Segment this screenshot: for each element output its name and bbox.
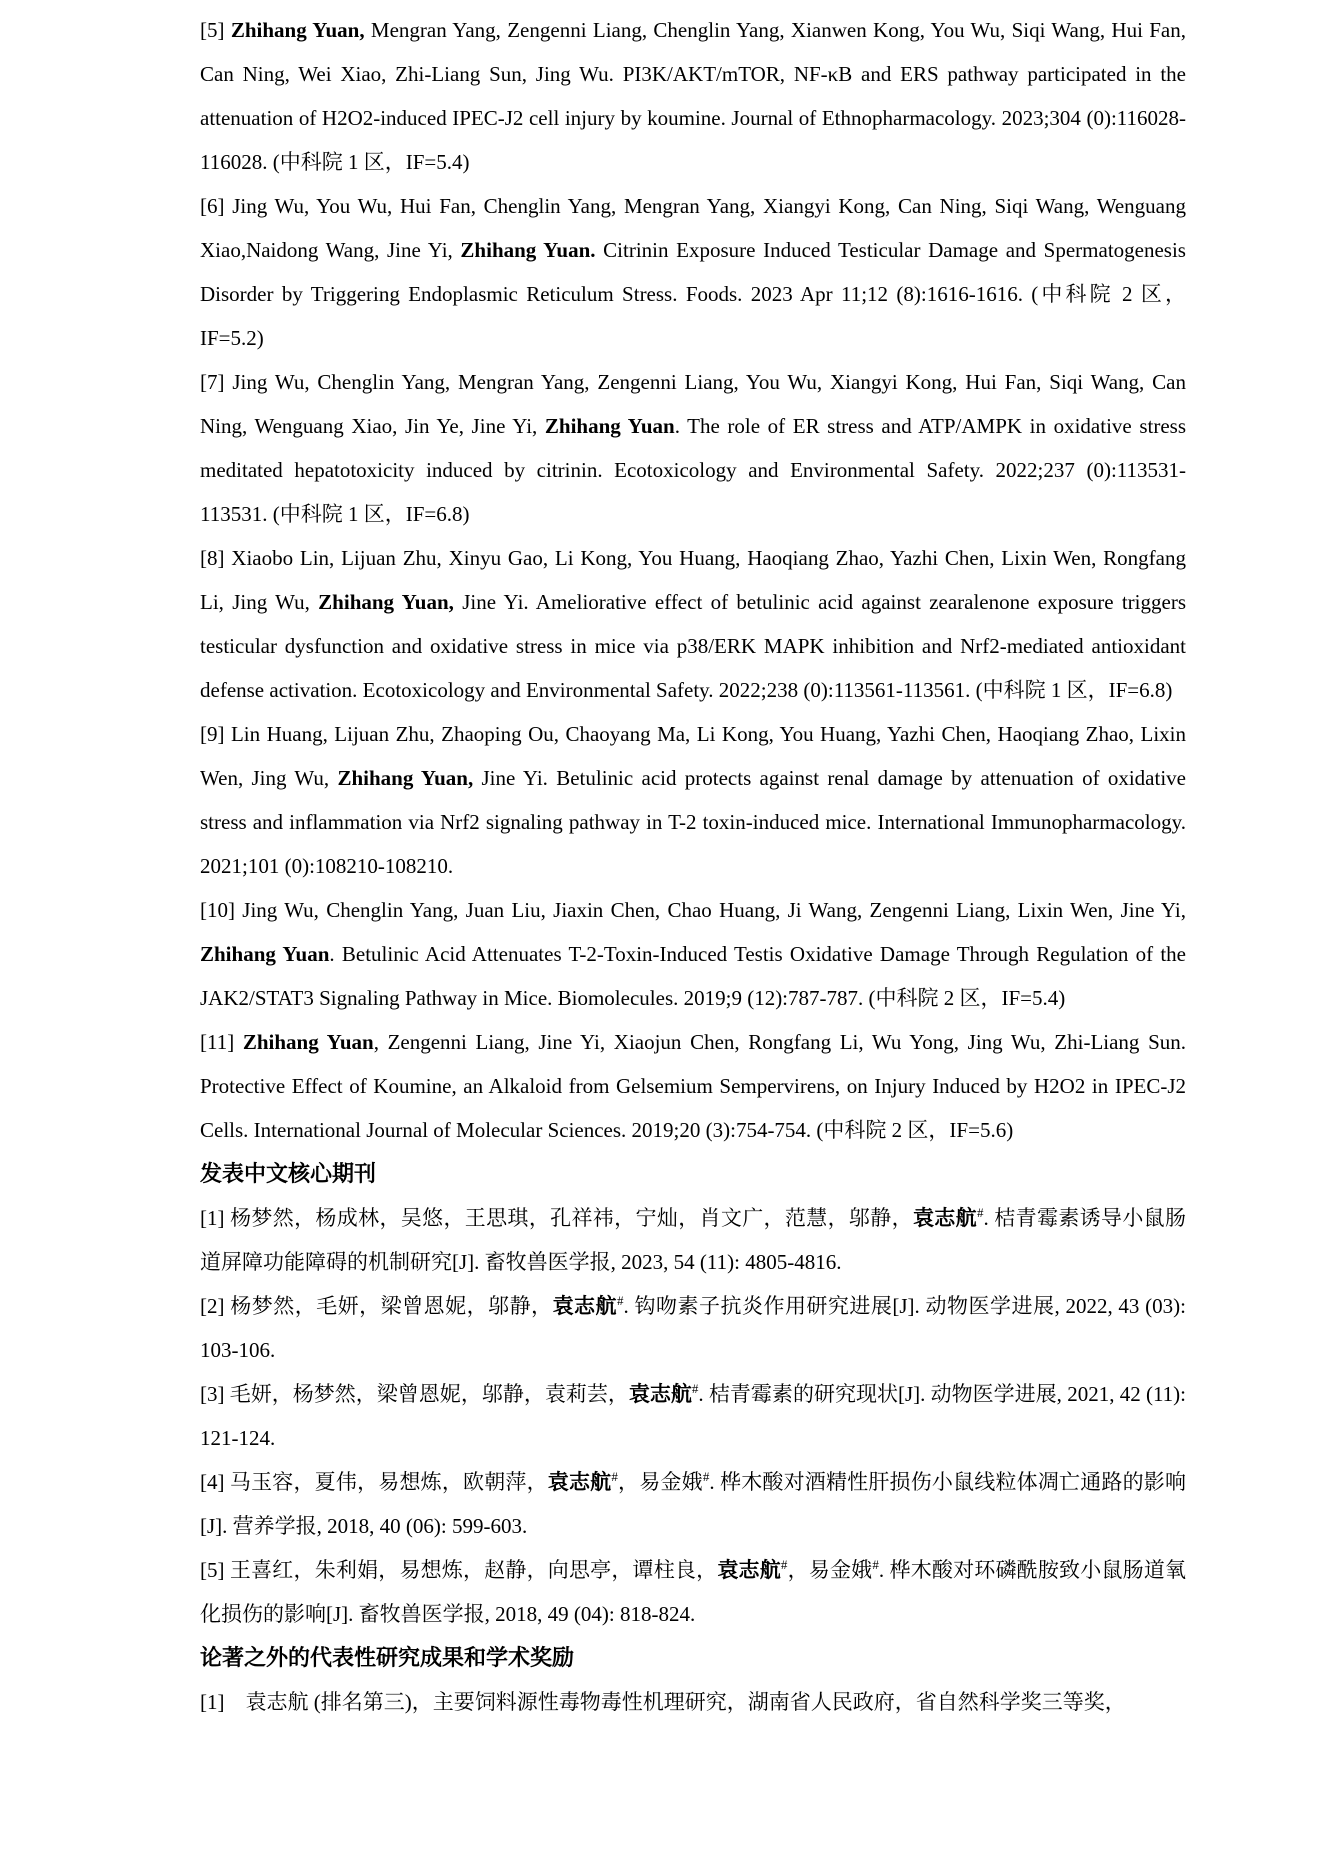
text-run: Mengran Yang, Zengenni Liang, Chenglin Yang, Xianwen Kong, You Wu, Siqi Wang, Hui Fan, Can Ning, Wei Xiao, Zhi-Liang Sun, Jing Wu. PI3K/AKT/mTOR, NF-κB and ERS pathway participated in the attenuation of H2O2-induced IPEC-J2 cell injury by koumine. Journal of Ethnopharmacology. 2023;304 (0):116028-116028. (中科院 1 区，IF=5.4) (200, 18, 1186, 174)
text-run: [2] 杨梦然，毛妍，梁曾恩妮，邬静， (200, 1294, 553, 1318)
text-run: . 桦木酸对酒精性肝损伤小鼠线粒体凋亡通路的影响[J]. 营养学报, 2018, 40 (06): 599-603. (200, 1470, 1186, 1538)
superscript-mark: # (617, 1293, 624, 1308)
author-highlight: Zhihang Yuan, (337, 766, 474, 790)
text-run: Citrinin Exposure Induced Testicular Damage and Spermatogenesis Disorder by Triggering Endoplasmic Reticulum Stress. Foods. 2023 Apr 11;12 (8):1616-1616. (中科院 2 区，IF=5.2) (200, 238, 1186, 350)
text-run: ，易金娥 (617, 1470, 703, 1494)
superscript-mark: # (872, 1557, 879, 1572)
text-run: [5] 王喜红，朱利娟，易想炼，赵静，向思亭，谭柱良， (200, 1558, 718, 1582)
author-highlight: 袁志航 (717, 1558, 781, 1582)
reference-item (200, 1284, 1186, 1372)
author-highlight: 袁志航 (552, 1294, 618, 1318)
reference-item (200, 1680, 1186, 1724)
reference-item (200, 1020, 1186, 1152)
text-run: [11] (200, 1030, 243, 1054)
text-run: , Zengenni Liang, Jine Yi, Xiaojun Chen, Rongfang Li, Wu Yong, Jing Wu, Zhi-Liang Sun. Protective Effect of Koumine, an Alkaloid from Gelsemium Sempervirens, on Injury Induced by H2O2 in IPEC-J2 Cells. International Journal of Molecular Sciences. 2019;20 (3):754-754. (中科院 2 区，IF=5.6) (200, 1030, 1186, 1142)
text-run: [8] Xiaobo Lin, Lijuan Zhu, Xinyu Gao, Li Kong, You Huang, Haoqiang Zhao, Yazhi Chen, Lixin Wen, Rongfang Li, Jing Wu, (200, 546, 1186, 614)
reference-item (200, 536, 1186, 712)
superscript-mark: # (702, 1469, 710, 1484)
text-run: . 桦木酸对环磷酰胺致小鼠肠道氧化损伤的影响[J]. 畜牧兽医学报, 2018, 49 (04): 818-824. (200, 1558, 1187, 1626)
author-highlight: 袁志航 (912, 1206, 977, 1230)
text-run: Jine Yi. Ameliorative effect of betulinic acid against zearalenone exposure triggers testicular dysfunction and oxidative stress in mice via p38/ERK MAPK inhibition and Nrf2-mediated antioxidant defense activation. Ecotoxicology and Environmental Safety. 2022;238 (0):113561-113561. (中科院 1 区，IF=6.8) (200, 590, 1186, 702)
achievements-awards-heading: 论著之外的代表性研究成果和学术奖励 (200, 1645, 575, 1670)
author-highlight: Zhihang Yuan. (460, 238, 596, 262)
text-run: [9] Lin Huang, Lijuan Zhu, Zhaoping Ou, Chaoyang Ma, Li Kong, You Huang, Yazhi Chen, Haoqiang Zhao, Lixin Wen, Jing Wu, (200, 722, 1186, 790)
text-run: [4] 马玉容，夏伟，易想炼，欧朝萍， (200, 1470, 548, 1494)
text-run: . 钩吻素子抗炎作用研究进展[J]. 动物医学进展, 2022, 43 (03): 103-106. (200, 1294, 1186, 1362)
reference-item (200, 1372, 1186, 1460)
text-run: . The role of ER stress and ATP/AMPK in oxidative stress meditated hepatotoxicity induced by citrinin. Ecotoxicology and Environmental Safety. 2022;237 (0):113531-113531. (中科院 1 区，IF=6.8) (200, 414, 1186, 526)
reference-item (200, 360, 1186, 536)
text-run: Jine Yi. Betulinic acid protects against renal damage by attenuation of oxidative stress and inflammation via Nrf2 signaling pathway in T-2 toxin-induced mice. International Immunopharmacology. 2021;101 (0):108210-108210. (200, 766, 1186, 878)
text-run: . 桔青霉素诱导小鼠肠道屏障功能障碍的机制研究[J]. 畜牧兽医学报, 2023, 54 (11): 4805-4816. (200, 1206, 1187, 1274)
author-highlight: Zhihang Yuan (200, 942, 330, 966)
text-run: . 桔青霉素的研究现状[J]. 动物医学进展, 2021, 42 (11): 121-124. (200, 1382, 1186, 1450)
document-body (200, 8, 1186, 1724)
superscript-mark: # (976, 1205, 984, 1220)
text-run: [1] 袁志航 (排名第三)，主要饲料源性毒物毒性机理研究，湖南省人民政府，省自然科学奖三等奖， (200, 1690, 1126, 1714)
reference-item (200, 1548, 1186, 1636)
reference-item (200, 1460, 1186, 1548)
author-highlight: Zhihang Yuan (242, 1030, 374, 1054)
superscript-mark: # (780, 1557, 788, 1572)
reference-item (200, 1196, 1186, 1284)
reference-item (200, 184, 1186, 360)
superscript-mark: # (611, 1469, 618, 1484)
text-run: [6] Jing Wu, You Wu, Hui Fan, Chenglin Yang, Mengran Yang, Xiangyi Kong, Can Ning, Siqi Wang, Wenguang Xiao,Naidong Wang, Jine Yi, (200, 194, 1186, 262)
text-run: [7] Jing Wu, Chenglin Yang, Mengran Yang, Zengenni Liang, You Wu, Xiangyi Kong, Hui Fan, Siqi Wang, Can Ning, Wenguang Xiao, Jin Ye, Jine Yi, (200, 370, 1186, 438)
author-highlight: 袁志航 (628, 1382, 692, 1406)
text-run: [3] 毛妍，杨梦然，梁曾恩妮，邬静，袁莉芸， (200, 1382, 629, 1406)
superscript-mark: # (691, 1381, 699, 1396)
text-run: [5] (200, 18, 231, 42)
text-run: . Betulinic Acid Attenuates T-2-Toxin-Induced Testis Oxidative Damage Through Regulation of the JAK2/STAT3 Signaling Pathway in Mice. Biomolecules. 2019;9 (12):787-787. (中科院 2 区，IF=5.4) (200, 942, 1186, 1010)
text-run: [1] 杨梦然，杨成林，吴悠，王思琪，孔祥祎，宁灿，肖文广，范慧，邬静， (200, 1206, 913, 1230)
author-highlight: Zhihang Yuan, (230, 18, 365, 42)
reference-item (200, 8, 1186, 184)
text-run: ，易金娥 (787, 1558, 873, 1582)
author-highlight: Zhihang Yuan (544, 414, 675, 438)
author-highlight: Zhihang Yuan, (318, 590, 454, 614)
reference-item (200, 712, 1186, 888)
chinese-core-journals-heading: 发表中文核心期刊 (200, 1161, 377, 1186)
text-run: [10] Jing Wu, Chenglin Yang, Juan Liu, Jiaxin Chen, Chao Huang, Ji Wang, Zengenni Liang, Lixin Wen, Jine Yi, (200, 898, 1186, 922)
reference-item (200, 888, 1186, 1020)
author-highlight: 袁志航 (547, 1470, 612, 1494)
